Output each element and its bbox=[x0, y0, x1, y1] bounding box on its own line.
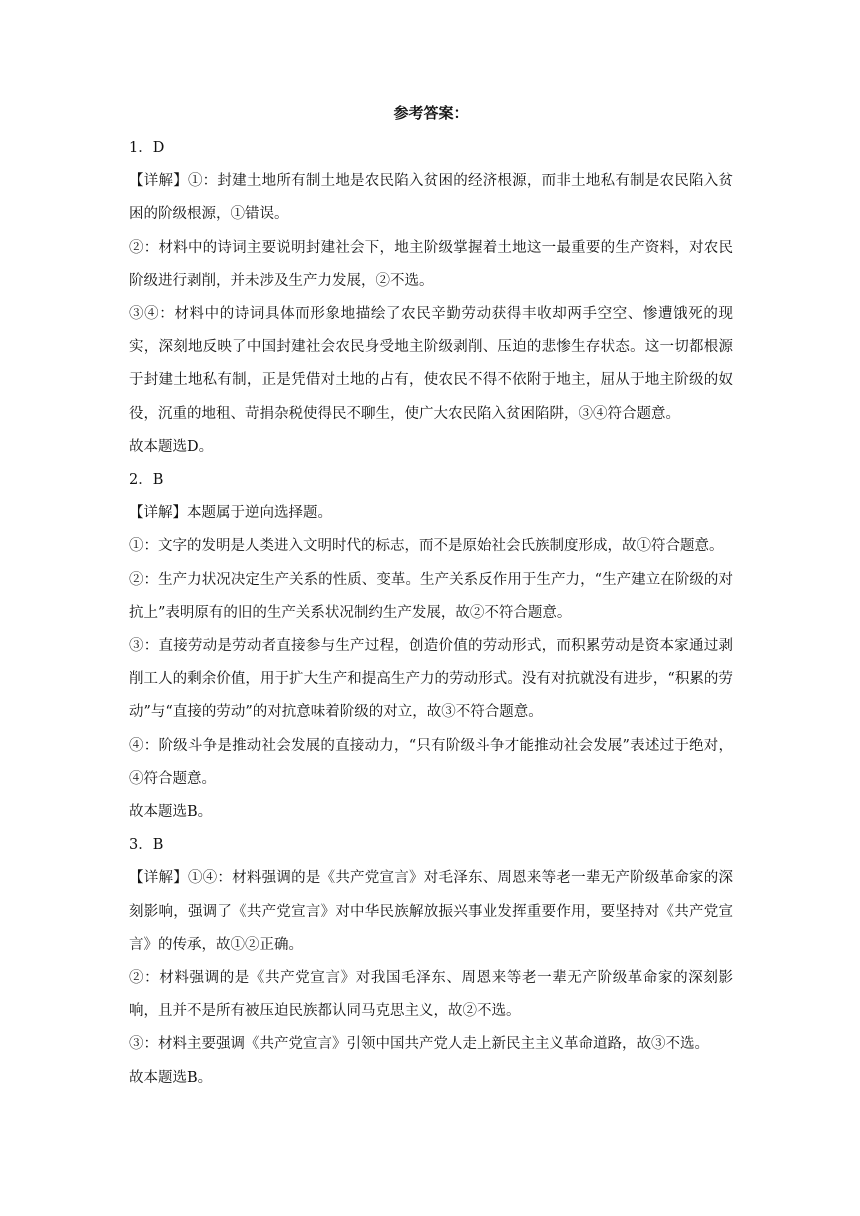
answer-3-paragraph-2: ②：材料强调的是《共产党宣言》对我国毛泽东、周恩来等老一辈无产阶级革命家的深刻影响，且并不是所有被压迫民族都认同马克思主义，故②不选。 bbox=[129, 970, 733, 1020]
answer-1-conclusion: 故本题选D。 bbox=[129, 438, 214, 455]
answer-2-paragraph-5: ④：阶级斗争是推动社会发展的直接动力，“只有阶级斗争才能推动社会发展”表述过于绝对，④符合题意。 bbox=[129, 737, 733, 787]
page-title: 参考答案： bbox=[393, 104, 469, 122]
answer-2-paragraph-4: ③：直接劳动是劳动者直接参与生产过程，创造价值的劳动形式，而积累劳动是资本家通过剥削工人的剩余价值，用于扩大生产和提高生产力的劳动形式。没有对抗就没有进步，“积累的劳动”与“直接的劳动”的对抗意味着阶级的对立，故③不符合题意。 bbox=[129, 638, 733, 721]
answer-item-3 bbox=[129, 829, 733, 1095]
answer-1-paragraph-3: ③④：材料中的诗词具体而形象地描绘了农民辛勤劳动获得丰收却两手空空、惨遭饿死的现实，深刻地反映了中国封建社会农民身受地主阶级剥削、压迫的悲惨生存状态。这一切都根源于封建土地私有制，正是凭借对土地的占有，使农民不得不依附于地主，屈从于地主阶级的奴役，沉重的地租、苛捐杂税使得民不聊生，使广大农民陷入贫困陷阱，③④符合题意。 bbox=[129, 306, 733, 422]
answer-page bbox=[129, 102, 733, 1095]
answer-1-paragraph-1: 【详解】①：封建土地所有制土地是农民陷入贫困的经济根源，而非土地私有制是农民陷入贫困的阶级根源，①错误。 bbox=[129, 173, 733, 223]
answer-1-paragraph-2: ②：材料中的诗词主要说明封建社会下，地主阶级掌握着土地这一最重要的生产资料，对农民阶级进行剥削，并未涉及生产力发展，②不选。 bbox=[129, 239, 733, 289]
answer-item-1 bbox=[129, 132, 733, 464]
answer-item-2 bbox=[129, 464, 733, 829]
answer-3-paragraph-3: ③：材料主要强调《共产党宣言》引领中国共产党人走上新民主主义革命道路，故③不选。 bbox=[129, 1036, 709, 1053]
answer-2-conclusion: 故本题选B。 bbox=[129, 804, 213, 821]
answer-2-paragraph-1: 【详解】本题属于逆向选择题。 bbox=[129, 505, 332, 522]
answer-2-paragraph-3: ②：生产力状况决定生产关系的性质、变革。生产关系反作用于生产力，“生产建立在阶级的对抗上”表明原有的旧的生产关系状况制约生产发展，故②不符合题意。 bbox=[129, 571, 733, 621]
answer-number-2: 2．B bbox=[129, 472, 164, 489]
answer-number-3: 3．B bbox=[129, 837, 164, 854]
answer-3-conclusion: 故本题选B。 bbox=[129, 1069, 213, 1086]
answer-2-paragraph-2: ①：文字的发明是人类进入文明时代的标志，而不是原始社会氏族制度形成，故①符合题意。 bbox=[129, 538, 724, 555]
answer-3-paragraph-1: 【详解】①④：材料强调的是《共产党宣言》对毛泽东、周恩来等老一辈无产阶级革命家的深刻影响，强调了《共产党宣言》对中华民族解放振兴事业发挥重要作用，要坚持对《共产党宣言》的传承，故①②正确。 bbox=[129, 870, 733, 953]
answer-number-1: 1．D bbox=[129, 140, 165, 156]
